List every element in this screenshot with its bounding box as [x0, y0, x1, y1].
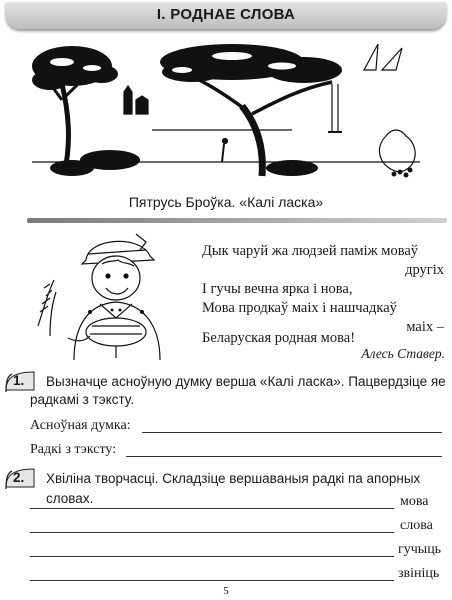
task-2-text: Хвіліна творчасці. Складзіце вершаваныя радкі па апорных словах.: [46, 471, 421, 506]
page-number: 5: [223, 585, 229, 597]
verse-line-1[interactable]: [30, 508, 394, 509]
poem-line-3-continuation: маіх –: [406, 319, 444, 335]
keyword-2: слова: [400, 518, 433, 533]
boy-with-bread-illustration: [30, 230, 182, 360]
text-lines-answer-line[interactable]: [126, 456, 442, 457]
verse-line-3[interactable]: [30, 556, 394, 557]
poem-line-1: Дык чаруй жа людзей паміж моваў: [202, 243, 419, 259]
keyword-3: гучыць: [398, 542, 442, 557]
task-1-text-line-2: радкамі з тэксту.: [30, 392, 134, 407]
verse-line-2[interactable]: [30, 532, 394, 533]
text-lines-label: Радкі з тэксту:: [30, 442, 117, 457]
poem-author: Алесь Ставер.: [361, 346, 445, 361]
task-1-text-line-1: Вызначце асноўную думку верша «Калі ласка». Пацвердзіце яе: [46, 374, 446, 389]
keyword-4: звініць: [398, 566, 440, 581]
poem-line-1-continuation: другіх: [405, 262, 444, 278]
poem-line-3: Мова продкаў маіх і нашчадкаў: [202, 300, 397, 316]
landscape-illustration: [32, 40, 420, 178]
keyword-1: мова: [400, 494, 429, 509]
poem-title: Пятрусь Броўка. «Калі ласка»: [128, 194, 324, 210]
poem-line-2: І гучы вечна ярка і нова,: [202, 281, 353, 297]
main-idea-answer-line[interactable]: [142, 432, 442, 433]
chapter-header: [6, 2, 446, 29]
section-divider: [27, 218, 447, 223]
task-2-number: 2.: [13, 470, 25, 485]
main-idea-label: Асноўная думка:: [30, 418, 131, 433]
task-1-number: 1.: [13, 373, 25, 388]
poem-line-4: Беларуская родная мова!: [202, 330, 356, 346]
verse-line-4[interactable]: [30, 580, 394, 581]
chapter-title: І. РОДНАЕ СЛОВА: [156, 6, 296, 23]
